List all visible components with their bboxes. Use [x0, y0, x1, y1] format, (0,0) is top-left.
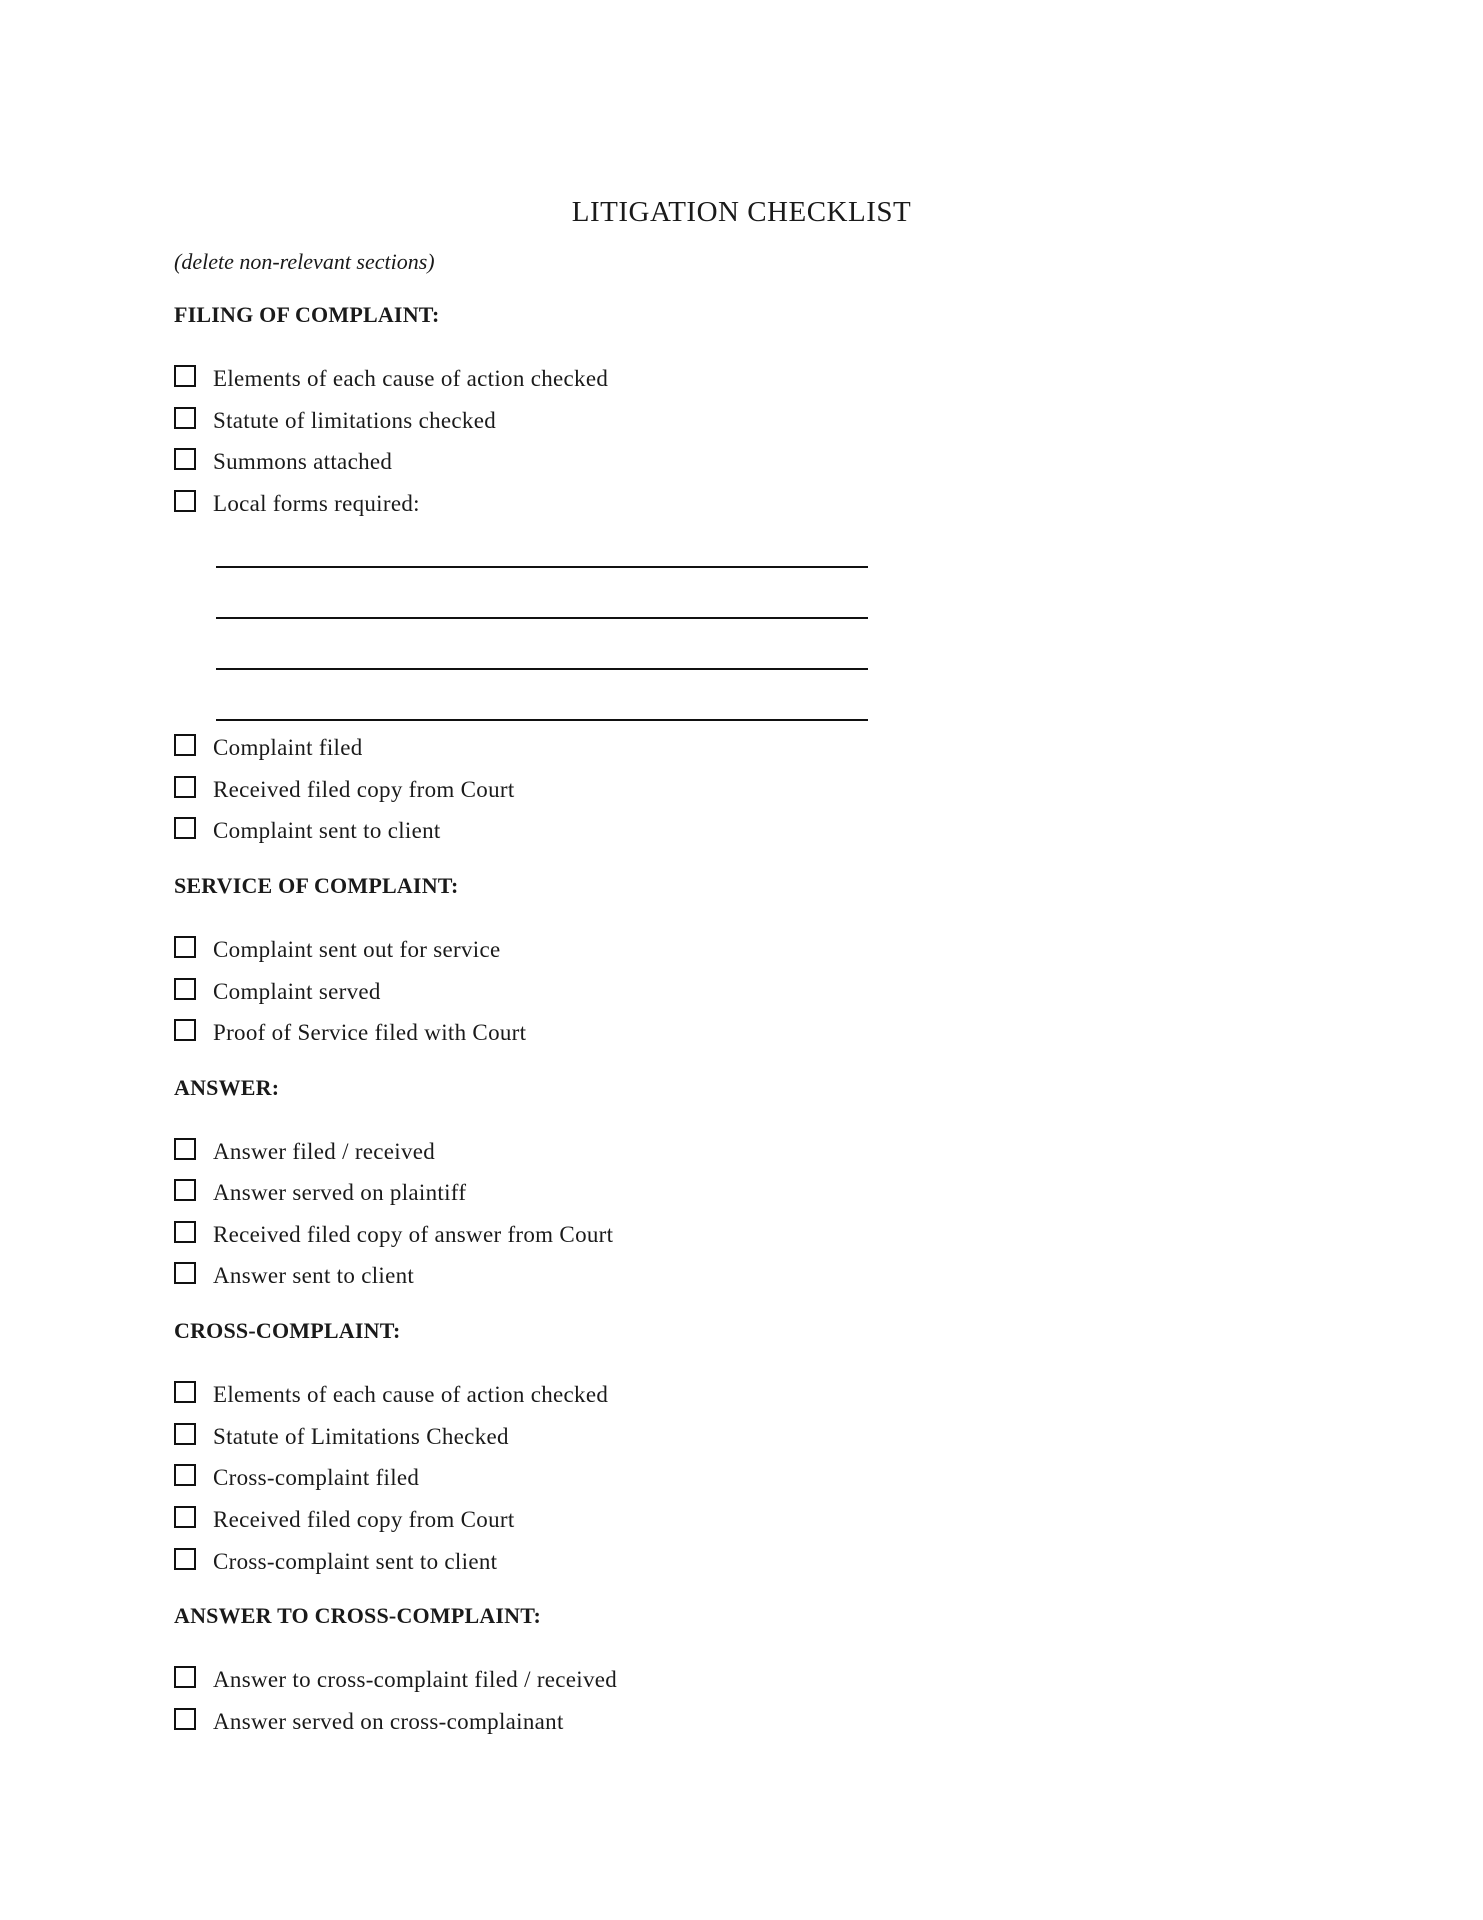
checklist-item[interactable]: [174, 1503, 1074, 1537]
checkbox[interactable]: [174, 448, 196, 470]
checkbox[interactable]: [174, 936, 196, 958]
checkbox[interactable]: [174, 978, 196, 1000]
checklist-item-label: Cross-complaint filed: [213, 1465, 420, 1490]
checklist-item-label: Complaint sent to client: [213, 818, 441, 843]
checklist-item-label: Statute of limitations checked: [213, 408, 497, 433]
checklist-item[interactable]: [174, 773, 1074, 807]
checklist-item-label: Complaint served: [213, 979, 381, 1004]
checkbox[interactable]: [174, 817, 196, 839]
checkbox[interactable]: [174, 1221, 196, 1243]
checkbox[interactable]: [174, 1262, 196, 1284]
checkbox[interactable]: [174, 1464, 196, 1486]
checklist-item[interactable]: [174, 1663, 1074, 1697]
checkbox[interactable]: [174, 1423, 196, 1445]
checkbox[interactable]: [174, 1506, 196, 1528]
checkbox[interactable]: [174, 1666, 196, 1688]
checkbox[interactable]: [174, 734, 196, 756]
checkbox[interactable]: [174, 1708, 196, 1730]
checklist-item-label: Summons attached: [213, 449, 393, 474]
checklist-item[interactable]: [174, 731, 1074, 765]
checklist-item[interactable]: [174, 1420, 1074, 1454]
checkbox[interactable]: [174, 1138, 196, 1160]
document-title: LITIGATION CHECKLIST: [571, 196, 912, 228]
section-heading-filing: FILING OF COMPLAINT:: [174, 302, 440, 327]
section-heading-answer-cross-complaint: ANSWER TO CROSS-COMPLAINT:: [174, 1603, 542, 1628]
fill-in-line[interactable]: [216, 566, 868, 568]
checklist-item[interactable]: [174, 1176, 1074, 1210]
checklist-item[interactable]: [174, 404, 1074, 438]
checklist-item[interactable]: [174, 1016, 1074, 1050]
checklist-item[interactable]: [174, 1259, 1074, 1293]
fill-in-line[interactable]: [216, 668, 868, 670]
checklist-item-label: Cross-complaint sent to client: [213, 1549, 498, 1574]
checklist-item[interactable]: [174, 487, 1074, 521]
checklist-item-label: Received filed copy of answer from Court: [213, 1222, 614, 1247]
checklist-item[interactable]: [174, 1378, 1074, 1412]
checkbox[interactable]: [174, 776, 196, 798]
checkbox[interactable]: [174, 1179, 196, 1201]
checkbox[interactable]: [174, 490, 196, 512]
checklist-item-label: Answer filed / received: [213, 1139, 436, 1164]
checklist-item-label: Answer served on plaintiff: [213, 1180, 467, 1205]
checklist-item[interactable]: [174, 1461, 1074, 1495]
checklist-item[interactable]: [174, 1705, 1074, 1739]
checklist-item-label: Answer served on cross-complainant: [213, 1709, 564, 1734]
checklist-item-label: Elements of each cause of action checked: [213, 366, 609, 391]
checklist-item[interactable]: [174, 814, 1074, 848]
checklist-item[interactable]: [174, 975, 1074, 1009]
checklist-item-label: Received filed copy from Court: [213, 1507, 515, 1532]
section-heading-answer: ANSWER:: [174, 1075, 280, 1100]
fill-in-line[interactable]: [216, 617, 868, 619]
checkbox[interactable]: [174, 407, 196, 429]
section-heading-service: SERVICE OF COMPLAINT:: [174, 873, 459, 898]
checklist-item-label: Answer to cross-complaint filed / received: [213, 1667, 618, 1692]
checklist-item-label: Statute of Limitations Checked: [213, 1424, 509, 1449]
checklist-item[interactable]: [174, 445, 1074, 479]
checklist-item[interactable]: [174, 1218, 1074, 1252]
checklist-item-label: Answer sent to client: [213, 1263, 415, 1288]
checklist-item[interactable]: [174, 1545, 1074, 1579]
checklist-item[interactable]: [174, 1135, 1074, 1169]
fill-in-line[interactable]: [216, 719, 868, 721]
checkbox[interactable]: [174, 1019, 196, 1041]
checklist-item-label: Complaint sent out for service: [213, 937, 501, 962]
checklist-item-label: Proof of Service filed with Court: [213, 1020, 527, 1045]
section-heading-cross-complaint: CROSS-COMPLAINT:: [174, 1318, 401, 1343]
checkbox[interactable]: [174, 365, 196, 387]
checklist-item[interactable]: [174, 362, 1074, 396]
checklist-item-label: Complaint filed: [213, 735, 363, 760]
checkbox[interactable]: [174, 1381, 196, 1403]
checklist-item-label: Elements of each cause of action checked: [213, 1382, 609, 1407]
instruction-note: (delete non-relevant sections): [174, 249, 435, 274]
checklist-item-label: Local forms required:: [213, 491, 420, 516]
checklist-item[interactable]: [174, 933, 1074, 967]
checkbox[interactable]: [174, 1548, 196, 1570]
checklist-item-label: Received filed copy from Court: [213, 777, 515, 802]
